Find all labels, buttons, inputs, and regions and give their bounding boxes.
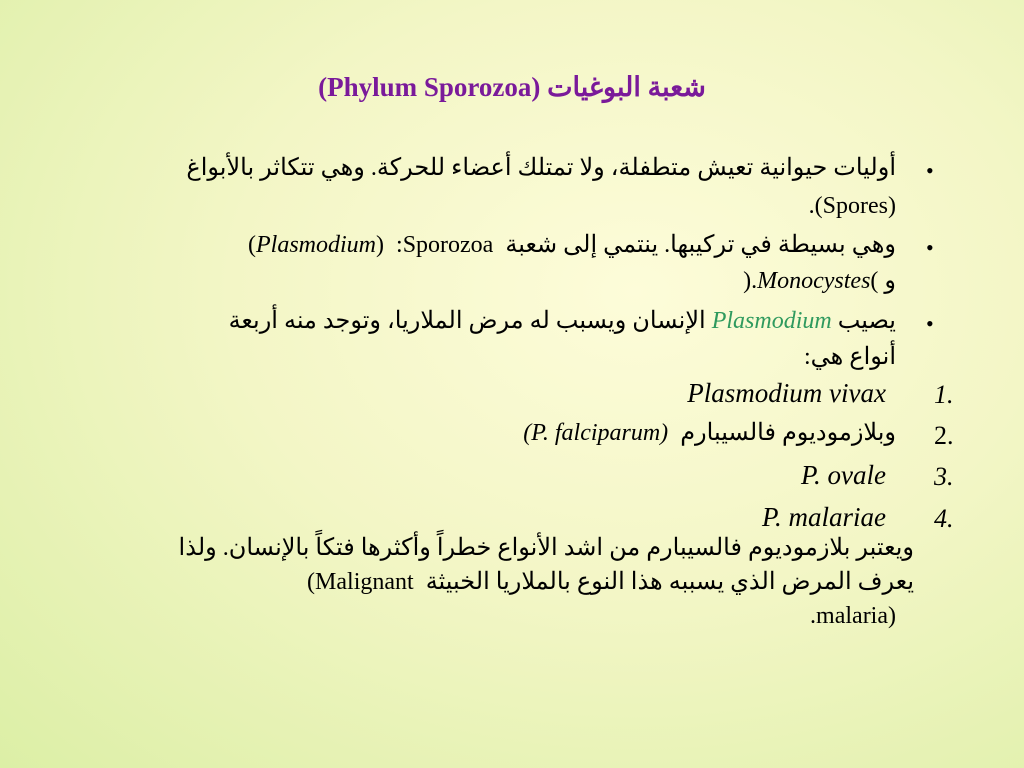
- bullet-2-paren-open-2: (: [870, 268, 879, 294]
- species-2-arabic: وبلازموديوم فالسيبارم: [680, 420, 896, 446]
- title-latin: (Phylum Sporozoa): [318, 72, 541, 102]
- bullet-1-line-1: أوليات حيوانية تعيش متطفلة، ولا تمتلك أعضاء للحركة. وهي تتكاثر بالأبواغ: [186, 155, 896, 181]
- bullet-2-paren-open: (: [248, 232, 257, 258]
- bullet-2-sporozoa: Sporozoa: [402, 232, 494, 258]
- species-2: [523, 418, 896, 448]
- slide-title: [0, 72, 1024, 103]
- species-2-number: 2.: [934, 421, 954, 450]
- bullet-1-spores: (Spores): [814, 193, 896, 219]
- bullet-3-arabic-b: الإنسان ويسبب له مرض الملاريا، وتوجد منه أربعة: [228, 308, 706, 334]
- bullet-2-paren-close-2: ).: [743, 268, 758, 294]
- bullet-2-paren-close: ): [376, 232, 385, 258]
- bullet-3-line-2: أنواع هي:: [803, 344, 896, 370]
- bullet-2-monocystes: Monocystes: [757, 268, 871, 294]
- closing-arabic: يعرف المرض الذي يسببه هذا النوع بالملاريا الخبيثة: [425, 569, 914, 595]
- closing-line-1: ويعتبر بلازموديوم فالسيبارم من اشد الأنواع خطراً وأكثرها فتكاً بالإنسان. ولذا: [178, 535, 914, 561]
- bullet-3-arabic-a: يصيب: [837, 308, 896, 334]
- species-1-number: 1.: [934, 380, 954, 409]
- bullet-2-arabic: وهي بسيطة في تركيبها. ينتمي إلى شعبة: [505, 232, 896, 258]
- bullet-3-plasmodium: Plasmodium: [711, 308, 832, 334]
- bullet-1-marker: •: [926, 158, 934, 183]
- closing-line-2: [307, 567, 914, 597]
- species-1: Plasmodium vivax: [687, 378, 886, 408]
- species-3: P. ovale: [801, 460, 886, 490]
- species-4: P. malariae: [761, 502, 886, 532]
- bullet-3-marker: •: [926, 311, 934, 336]
- bullet-3-line-1: [229, 306, 896, 336]
- species-3-number: 3.: [934, 462, 954, 491]
- bullet-2-line-1: [248, 230, 896, 260]
- bullet-2-marker: •: [926, 235, 934, 260]
- bullet-1-line-2: [809, 191, 896, 221]
- title-arabic: شعبة البوغيات: [547, 72, 706, 102]
- bullet-2-line-2: [743, 266, 896, 296]
- species-2-latin: (P. falciparum): [523, 420, 669, 446]
- closing-malignant: (Malignant: [307, 569, 414, 595]
- bullet-2-plasmodium: Plasmodium: [256, 232, 377, 258]
- bullet-1-punct: .: [808, 193, 815, 219]
- species-4-number: 4.: [934, 504, 954, 533]
- bullet-2-colon: :: [396, 232, 403, 258]
- bullet-2-and: و: [884, 268, 896, 294]
- closing-line-3: .malaria): [810, 603, 896, 629]
